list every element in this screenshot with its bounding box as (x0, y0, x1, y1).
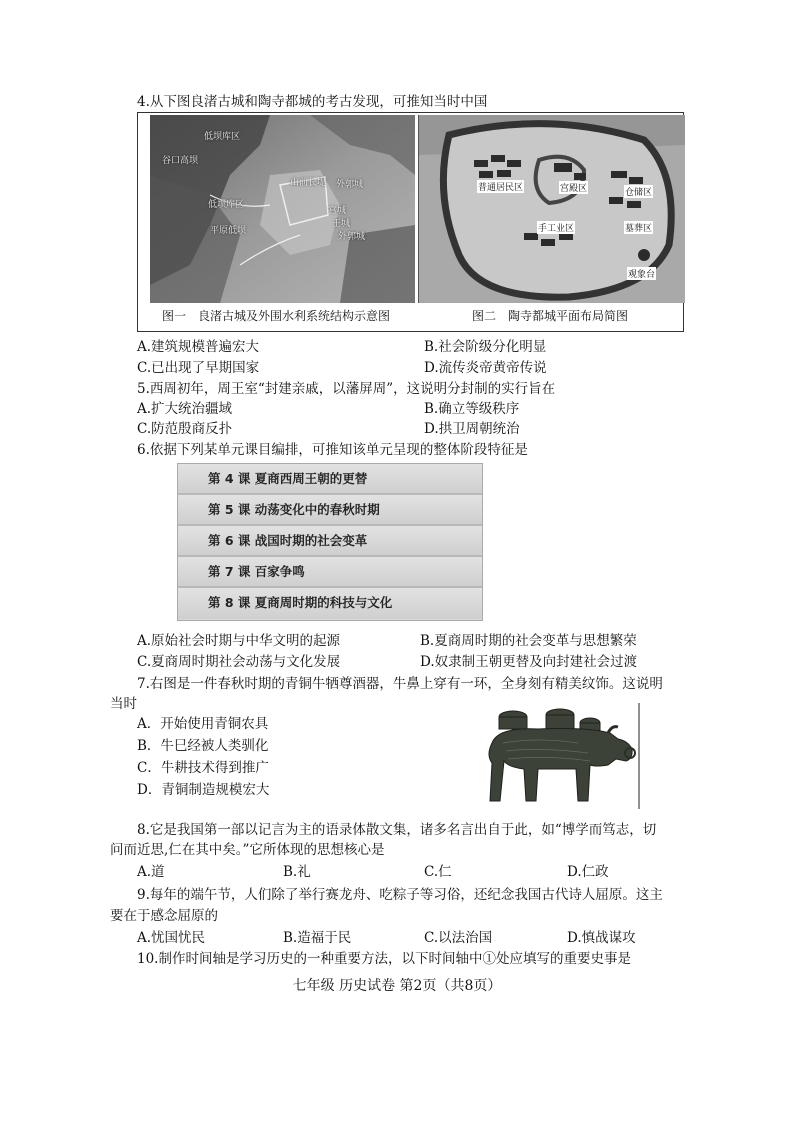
q7-option-d[interactable]: D．青铜制造规模宏大 (137, 782, 270, 798)
lesson-item: 第 5 课 动荡变化中的春秋时期 (178, 495, 482, 526)
map2-label: 普通居民区 (477, 180, 524, 193)
q7-option-a[interactable]: A．开始使用青铜农具 (137, 716, 269, 732)
q5-stem: 5.西周初年，周王室“封建亲戚，以藩屏周”，这说明分封制的实行旨在 (137, 381, 556, 397)
map1-label: 低坝库区 (208, 200, 245, 210)
bronze-ox-vessel-image (478, 703, 643, 811)
q4-option-b[interactable]: B.社会阶级分化明显 (424, 339, 547, 355)
q6-option-c[interactable]: C.夏商周时期社会动荡与文化发展 (137, 654, 341, 670)
map1-label: 山前长堤 (290, 178, 327, 188)
q9-stem-line2: 要在于感念屈原的 (110, 908, 218, 924)
map2-label: 墓葬区 (624, 221, 653, 234)
q9-option-d[interactable]: D.慎战谋攻 (567, 930, 636, 946)
q8-option-d[interactable]: D.仁政 (567, 864, 609, 880)
q9-option-a[interactable]: A.忧国忧民 (137, 930, 206, 946)
q8-stem-line2: 问而近思,仁在其中矣。”它所体现的思想核心是 (110, 842, 385, 858)
map1-label: 低坝库区 (204, 132, 241, 142)
lesson-item: 第 6 课 战国时期的社会变革 (178, 526, 482, 557)
fig2-caption: 图二 陶寺都城平面布局简图 (472, 309, 629, 323)
q9-stem-line1: 9.每年的端午节，人们除了举行赛龙舟、吃粽子等习俗，还纪念我国古代诗人屈原。这主 (137, 887, 663, 903)
q9-option-b[interactable]: B.造福于民 (283, 930, 352, 946)
map2-label: 仓储区 (624, 185, 653, 198)
q5-option-d[interactable]: D.拱卫周朝统治 (424, 421, 520, 437)
map1-label: 王城 (332, 219, 351, 229)
map2-label: 手工业区 (537, 221, 575, 234)
map1-label: 宫城 (328, 206, 347, 216)
lesson-item: 第 7 课 百家争鸣 (178, 557, 482, 588)
q6-stem: 6.依据下列某单元课目编排，可推知该单元呈现的整体阶段特征是 (137, 442, 528, 458)
page-footer: 七年级 历史试卷 第2页（共8页） (292, 978, 502, 994)
q4-figure (137, 112, 684, 332)
map2-label: 宫殿区 (559, 181, 588, 194)
q7-stem-line1: 7.右图是一件春秋时期的青铜牛牺尊酒器，牛鼻上穿有一环，全身刻有精美纹饰。这说明 (137, 676, 663, 692)
q10-stem: 10.制作时间轴是学习历史的一种重要方法，以下时间轴中①处应填写的重要史事是 (137, 951, 631, 967)
lesson-item: 第 8 课 夏商周时期的科技与文化 (178, 588, 482, 619)
q9-option-c[interactable]: C.以法治国 (424, 930, 493, 946)
liangzhu-map (150, 115, 415, 303)
q5-option-c[interactable]: C.防范殷商反扑 (137, 421, 233, 437)
lesson-item: 第 4 课 夏商西周王朝的更替 (178, 464, 482, 495)
q4-option-c[interactable]: C.已出现了早期国家 (137, 360, 260, 376)
q4-option-d[interactable]: D.流传炎帝黄帝传说 (424, 360, 547, 376)
taosi-map (418, 115, 685, 303)
q7-option-b[interactable]: B．牛巳经被人类驯化 (137, 738, 269, 754)
q8-option-a[interactable]: A.道 (137, 864, 165, 880)
q7-stem-line2: 当时 (110, 696, 137, 712)
q6-option-a[interactable]: A.原始社会时期与中华文明的起源 (137, 633, 341, 649)
q5-option-a[interactable]: A.扩大统治疆域 (137, 401, 233, 417)
map1-label: 谷口高坝 (162, 156, 199, 166)
q6-option-b[interactable]: B.夏商周时期的社会变革与思想繁荣 (420, 633, 637, 649)
q5-option-b[interactable]: B.确立等级秩序 (424, 401, 520, 417)
q4-stem: 4.从下图良渚古城和陶寺都城的考古发现，可推知当时中国 (137, 94, 488, 110)
q8-stem-line1: 8.它是我国第一部以记言为主的语录体散文集，诸多名言出自于此，如“博学而笃志，切 (137, 822, 657, 838)
q6-option-d[interactable]: D.奴隶制王朝更替及向封建社会过渡 (420, 654, 638, 670)
q4-option-a[interactable]: A.建筑规模普遍宏大 (137, 339, 260, 355)
map1-label: 外郭城 (338, 232, 366, 242)
fig1-caption: 图一 良渚古城及外围水利系统结构示意图 (162, 309, 391, 323)
map1-label: 外郭城 (336, 180, 364, 190)
lesson-list (177, 463, 483, 621)
q7-option-c[interactable]: C．牛耕技术得到推广 (137, 760, 269, 776)
q8-option-b[interactable]: B.礼 (283, 864, 311, 880)
map2-label: 观象台 (627, 267, 656, 280)
map1-label: 平原低坝 (210, 226, 247, 236)
q8-option-c[interactable]: C.仁 (424, 864, 452, 880)
